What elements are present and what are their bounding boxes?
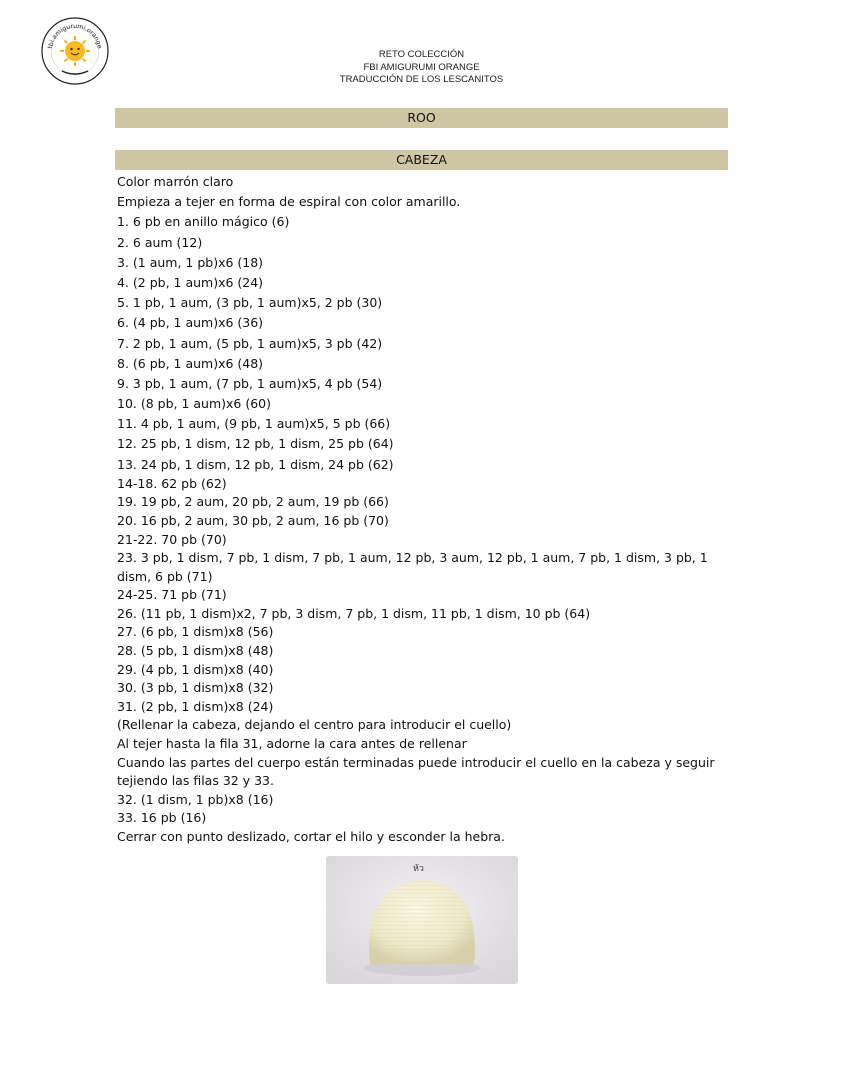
instruction-line: 30. (3 pb, 1 dism)x8 (32)	[117, 680, 274, 696]
instruction-line: 5. 1 pb, 1 aum, (3 pb, 1 aum)x5, 2 pb (30)	[117, 295, 383, 311]
photo-caption: หัว	[413, 864, 424, 874]
instruction-line: Color marrón claro	[117, 174, 234, 189]
instruction-line: 7. 2 pb, 1 aum, (5 pb, 1 aum)x5, 3 pb (42)	[117, 335, 383, 351]
instruction-line: 28. (5 pb, 1 dism)x8 (48)	[117, 642, 274, 658]
instruction-line: 29. (4 pb, 1 dism)x8 (40)	[117, 661, 274, 677]
instruction-line: 9. 3 pb, 1 aum, (7 pb, 1 aum)x5, 4 pb (54)	[117, 375, 383, 391]
instruction-line: 31. (2 pb, 1 dism)x8 (24)	[117, 698, 274, 714]
instruction-line: 12. 25 pb, 1 dism, 12 pb, 1 dism, 25 pb (64)	[117, 436, 394, 452]
instruction-line: 33. 16 pb (16)	[117, 810, 207, 826]
instruction-line: 19. 19 pb, 2 aum, 20 pb, 2 aum, 19 pb (66)	[117, 494, 389, 510]
instruction-line: 2. 6 aum (12)	[117, 234, 203, 250]
instruction-line: 27. (6 pb, 1 dism)x8 (56)	[117, 624, 274, 640]
instruction-line: 24-25. 71 pb (71)	[117, 587, 227, 603]
header-line-2: FBI AMIGURUMI ORANGE	[363, 61, 480, 73]
instruction-line: 11. 4 pb, 1 aum, (9 pb, 1 aum)x5, 5 pb (66)	[117, 416, 391, 432]
instruction-line: Empieza a tejer en forma de espiral con color amarillo.	[117, 194, 461, 210]
crocheted-head-photo	[326, 856, 518, 984]
section-title-cabeza: CABEZA	[115, 150, 728, 170]
logo-text: fbi.amigurumi.orange	[47, 22, 103, 50]
header-line-1: RETO COLECCIÓN	[378, 49, 465, 60]
instruction-line: 6. (4 pb, 1 aum)x6 (36)	[117, 315, 264, 331]
instruction-line: 10. (8 pb, 1 aum)x6 (60)	[117, 396, 272, 412]
instruction-line: 8. (6 pb, 1 aum)x6 (48)	[117, 355, 264, 371]
header-line-3: TRADUCCIÓN DE LOS LESCANITOS	[339, 74, 504, 85]
instruction-line: 4. (2 pb, 1 aum)x6 (24)	[117, 274, 264, 290]
section-title-roo: ROO	[115, 108, 728, 128]
instruction-line: Cuando las partes del cuerpo están terminadas puede introducir el cuello en la cabeza y seguir tejiendo las filas 32 y 33.	[117, 754, 715, 789]
instruction-line: 20. 16 pb, 2 aum, 30 pb, 2 aum, 16 pb (70)	[117, 513, 389, 528]
instruction-line: 14-18. 62 pb (62)	[117, 475, 227, 491]
instruction-line: 21-22. 70 pb (70)	[117, 531, 227, 547]
instruction-line: 26. (11 pb, 1 dism)x2, 7 pb, 3 dism, 7 pb, 1 dism, 11 pb, 1 dism, 10 pb (64)	[117, 605, 591, 621]
instruction-line: 3. (1 aum, 1 pb)x6 (18)	[117, 254, 264, 270]
instruction-line: 32. (1 dism, 1 pb)x8 (16)	[117, 791, 274, 807]
instruction-line: 23. 3 pb, 1 dism, 7 pb, 1 dism, 7 pb, 1 aum, 12 pb, 3 aum, 12 pb, 1 aum, 7 pb, 1 dism, 3 pb, 1 dism, 6 pb (71)	[117, 550, 708, 584]
instruction-line: 13. 24 pb, 1 dism, 12 pb, 1 dism, 24 pb (62)	[117, 456, 394, 472]
instruction-line: 1. 6 pb en anillo mágico (6)	[117, 214, 290, 230]
pattern-instructions	[117, 172, 729, 846]
instruction-line: Al tejer hasta la fila 31, adorne la cara antes de rellenar	[117, 735, 467, 751]
instruction-line: Cerrar con punto deslizado, cortar el hilo y esconder la hebra.	[117, 828, 505, 844]
document-header	[0, 49, 843, 87]
instruction-line: (Rellenar la cabeza, dejando el centro para introducir el cuello)	[117, 717, 512, 733]
